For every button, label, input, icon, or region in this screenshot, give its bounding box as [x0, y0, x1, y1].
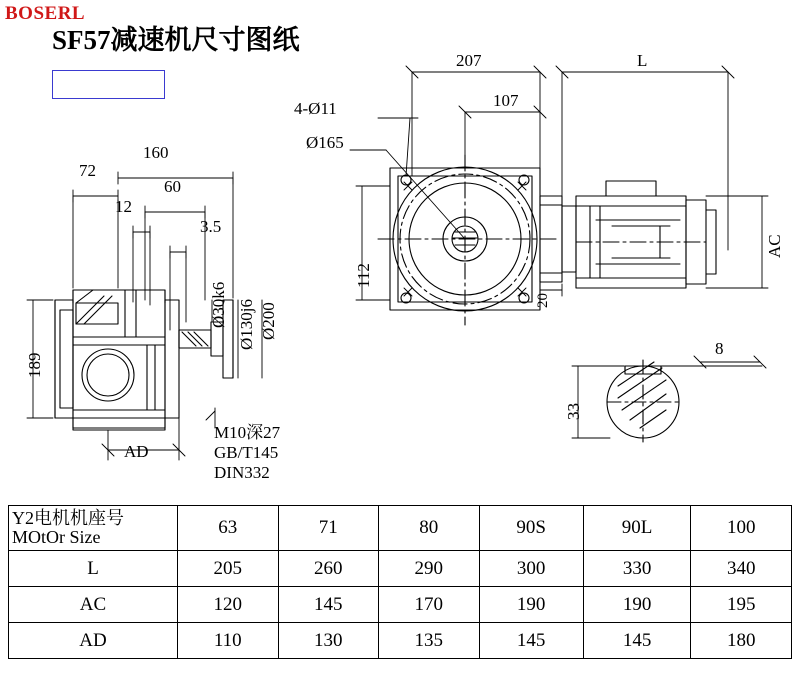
- cell: 170: [379, 587, 480, 623]
- shaft-key-section-view: [607, 360, 679, 442]
- cell: 195: [691, 587, 792, 623]
- cell: 71: [278, 506, 379, 551]
- row-header-line1: Y2电机机座号: [12, 507, 124, 528]
- dim-label-shaft-d30k6: Ø30k6: [209, 281, 228, 328]
- dim-label-3-5: 3.5: [200, 217, 222, 236]
- brand-logo-text: BOSERL: [5, 3, 86, 24]
- table-row: [9, 551, 792, 587]
- dim-label-33: 33: [564, 403, 583, 420]
- table-row: [9, 506, 792, 551]
- row-header-line2: MOtOr Size: [12, 527, 101, 547]
- thread-callout-line3: DIN332: [214, 463, 270, 482]
- cell: 190: [583, 587, 691, 623]
- page-title: SF57减速机尺寸图纸: [52, 25, 300, 55]
- cell: 135: [379, 623, 480, 659]
- row-header-AD: AD: [9, 623, 178, 659]
- cell: 300: [479, 551, 583, 587]
- cell: 90L: [583, 506, 691, 551]
- cell: 205: [178, 551, 279, 587]
- dim-label-L: L: [637, 51, 648, 70]
- left-side-view: [55, 290, 233, 430]
- row-header-AC: AC: [9, 587, 178, 623]
- cell: 110: [178, 623, 279, 659]
- dim-label-160: 160: [143, 143, 169, 162]
- cell: 145: [583, 623, 691, 659]
- cell: 90S: [479, 506, 583, 551]
- dim-label-112: 112: [354, 263, 373, 288]
- cell: 120: [178, 587, 279, 623]
- dim-label-207: 207: [456, 51, 482, 70]
- dim-label-107: 107: [493, 91, 519, 110]
- table-row: [9, 587, 792, 623]
- cell: 145: [278, 587, 379, 623]
- dim-label-shaft-d200: Ø200: [259, 302, 278, 340]
- cell: 260: [278, 551, 379, 587]
- dim-label-189: 189: [25, 352, 44, 378]
- cell: 145: [479, 623, 583, 659]
- cell: 100: [691, 506, 792, 551]
- cell: 130: [278, 623, 379, 659]
- cell: 330: [583, 551, 691, 587]
- cell: 190: [479, 587, 583, 623]
- cell: 340: [691, 551, 792, 587]
- cell: 80: [379, 506, 480, 551]
- cell: 290: [379, 551, 480, 587]
- dim-label-D165: Ø165: [306, 133, 344, 152]
- dim-label-ad: AD: [124, 442, 149, 461]
- dimension-table: [8, 505, 792, 659]
- row-header-L: L: [9, 551, 178, 587]
- thread-callout-line2: GB/T145: [214, 443, 279, 462]
- dim-label-60: 60: [164, 177, 181, 196]
- dim-label-shaft-d130j6: Ø130j6: [237, 299, 256, 350]
- table-row: [9, 623, 792, 659]
- dim-label-72: 72: [79, 161, 96, 180]
- dim-label-20: 20: [535, 293, 551, 308]
- main-view-dimensions: [350, 66, 768, 300]
- key-view-dimensions: [572, 356, 766, 438]
- dim-label-8: 8: [715, 339, 724, 358]
- cell: 180: [691, 623, 792, 659]
- thread-callout-line1: M10深27: [214, 423, 281, 442]
- dim-label-ac: AC: [765, 234, 784, 258]
- dim-label-12: 12: [115, 197, 132, 216]
- dim-label-4xD11: 4-Ø11: [294, 99, 337, 118]
- cell: 63: [178, 506, 279, 551]
- row-header-motor-size: [9, 506, 178, 551]
